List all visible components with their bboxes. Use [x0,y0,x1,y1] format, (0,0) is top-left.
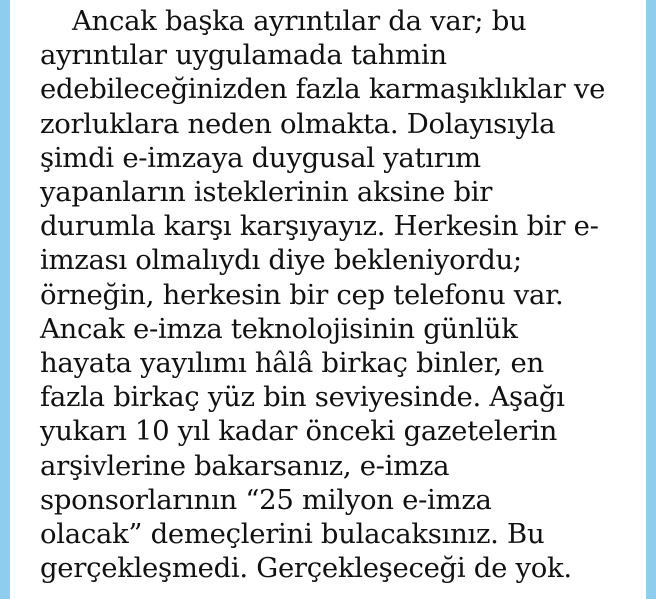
paragraph-line: fazla birkaç yüz bin seviyesinde. Aşağı [40,381,565,414]
paragraph-line: yukarı 10 yıl kadar önceki gazetelerin [40,415,558,448]
paragraph-line: örneğin, herkesin bir cep telefonu var. [40,278,564,311]
paragraph-line: gerçekleşmedi. Gerçekleşeceği de yok. [40,552,572,585]
paragraph-line: ayrıntılar uygulamada tahmin [40,39,447,72]
paragraph-line: sponsorlarının “25 milyon e-imza [40,483,492,516]
paragraph-line: olacak” demeçlerini bulacaksınız. Bu [40,518,545,551]
paragraph-line: hayata yayılımı hâlâ birkaç binler, en [40,347,544,380]
paragraph-line: yapanların isteklerinin aksine bir [40,176,493,209]
paragraph-line: arşivlerine bakarsanız, e-imza [40,449,450,482]
paragraph-line: şimdi e-imzaya duygusal yatırım [40,141,481,174]
paragraph-line: zorluklara neden olmakta. Dolayısıyla [40,107,556,140]
paragraph-line: imzası olmalıydı diye bekleniyordu; [40,244,522,277]
paragraph-line: Ancak e-imza teknolojisinin günlük [40,312,518,345]
paragraph-line: edebileceğinizden fazla karmaşıklıklar ve [40,73,606,106]
paragraph-line: Ancak başka ayrıntılar da var; bu [72,5,527,37]
right-border-bar [646,0,656,599]
article-paragraph [40,4,620,585]
paragraph-line: durumla karşı karşıyayız. Herkesin bir e- [40,210,599,243]
left-border-bar [0,0,10,599]
